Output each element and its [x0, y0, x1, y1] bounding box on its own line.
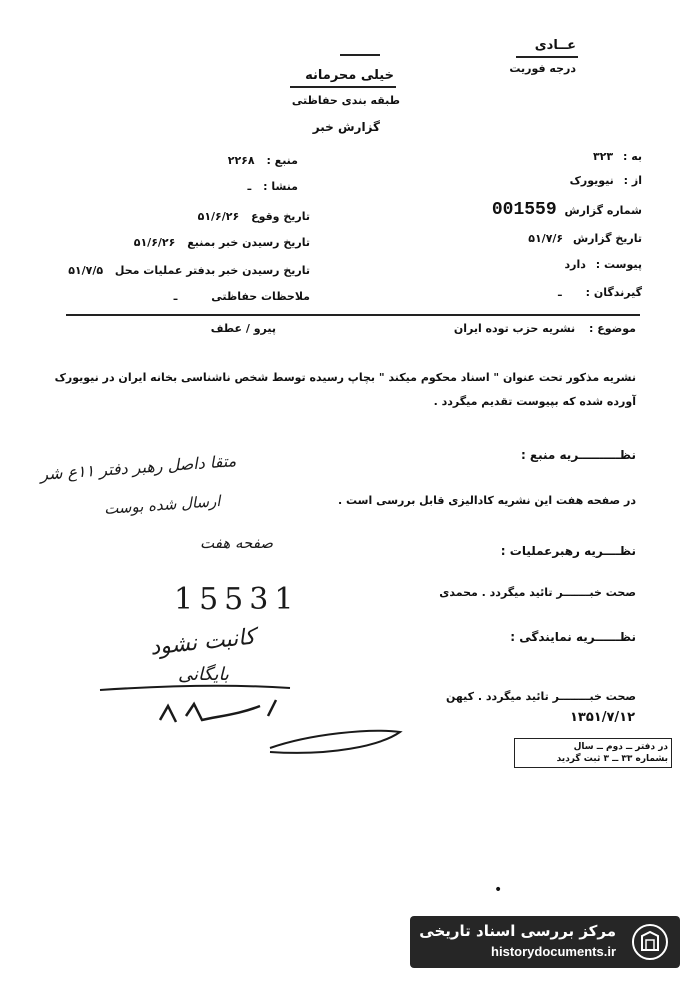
from-field: [570, 174, 642, 187]
source-field: [228, 154, 298, 167]
occurrence-date-field: [198, 210, 310, 223]
report-date-field: [528, 232, 642, 245]
subject-field: [454, 322, 636, 335]
field-value: ـ: [247, 180, 252, 193]
handwritten-signature-2: بایگانی: [178, 664, 229, 685]
attachment-field: [565, 258, 642, 271]
class-mark: [340, 54, 380, 56]
field-value: ۵۱/۷/۵: [68, 264, 104, 277]
report-body: نشریه مذکور تحت عنوان " اسناد محکوم میکند " بچاپ رسیده توسط شخص ناشناسی بخانه ایران در نیویورک آورده شده که بپیوست تقدیم میگردد .: [54, 371, 636, 408]
document-title: گزارش خبر: [312, 120, 380, 134]
field-label: پیوست :: [595, 258, 642, 271]
field-label: تاریخ گزارش: [572, 232, 642, 245]
receipt-date-field: [134, 236, 310, 249]
handwritten-number: 15531: [174, 582, 300, 617]
watermark-title: مرکز بررسی اسناد تاریخی: [419, 922, 616, 940]
field-label: ملاحظات حفاظتی: [211, 290, 310, 303]
handwritten-note-1: متقا داصل رهبر دفتر ۱۱ع شر: [39, 451, 237, 484]
registration-stamp: [514, 738, 672, 768]
field-label: از :: [623, 174, 642, 187]
field-value: ۵۱/۶/۲۶: [133, 236, 176, 249]
office-receipt-date-field: [68, 264, 310, 277]
urgency-underline: [516, 56, 578, 58]
signature-scribble-icon: [90, 676, 410, 766]
urgency-label: درجه فوریت: [509, 62, 576, 75]
watermark-url: historydocuments.ir: [491, 944, 616, 959]
source-opinion-label: نظــــــــــریه منبع :: [520, 448, 636, 462]
field-value: ـ: [173, 290, 178, 303]
field-value: نیویورک: [569, 174, 614, 187]
report-number: 001559: [491, 200, 557, 220]
source-opinion-text: در صفحه هفت این نشریه کادالیزی قابل بررسی است .: [338, 494, 636, 507]
subject-label: موضوع :: [589, 322, 636, 335]
urgency-value: عــادی: [534, 38, 576, 53]
field-value: ۳۲۳: [592, 150, 614, 163]
field-value: ۲۲۶۸: [227, 154, 255, 167]
leader-opinion-text: صحت خبـــــــر تائید میگردد . محمدی: [439, 586, 636, 599]
security-notes-field: [174, 290, 310, 303]
reference-field: پیرو / عطف: [210, 322, 276, 335]
field-label: منبع :: [266, 154, 298, 167]
subject-value: نشریه حزب توده ایران: [453, 322, 576, 335]
classification-value: خیلی محرمانه: [305, 68, 394, 83]
field-value: ۵۱/۶/۲۶: [197, 210, 240, 223]
origin-field: [248, 180, 298, 193]
field-label: تاریخ رسیدن خبر بدفتر عملیات محل: [114, 264, 310, 277]
header-separator: [66, 314, 640, 316]
ink-dot: •: [494, 882, 503, 898]
field-value: ـ: [558, 286, 562, 299]
field-value: دارد: [564, 258, 586, 271]
recipients-field: [558, 286, 642, 299]
representation-opinion-label: نظــــــریه نمایندگی :: [510, 630, 636, 644]
field-label: منشا :: [263, 180, 298, 193]
field-label: گیرندگان :: [585, 286, 642, 299]
representation-opinion-text: صحت خبــــــــر تائید میگردد . کیهن: [446, 690, 636, 703]
field-label: شماره گزارش: [564, 204, 642, 217]
classification-underline: [290, 86, 396, 88]
representation-date: ۱۳۵۱/۷/۱۲: [570, 710, 636, 725]
watermark-banner: [410, 916, 680, 968]
field-label: به :: [622, 150, 642, 163]
report-number-field: [492, 200, 642, 220]
stamp-line-2: بشماره ۳۳ ــ ۳ ثبت گردید: [556, 754, 668, 764]
field-label: تاریخ وقوع: [251, 210, 310, 223]
leader-opinion-label: نظــــریه رهبرعملیات :: [500, 544, 636, 558]
handwritten-note-2: ارسال شده بوست: [103, 491, 222, 519]
handwritten-signature-1: کانبت نشود: [148, 624, 257, 661]
field-label: تاریخ رسیدن خبر بمنبع: [187, 236, 310, 249]
archive-logo-icon: [630, 922, 670, 962]
field-value: ۵۱/۷/۶: [528, 232, 564, 245]
handwritten-note-3: صفحه هفت: [200, 534, 274, 552]
to-field: [593, 150, 642, 163]
stamp-line-1: در دفتر ــ دوم ــ سال: [573, 742, 668, 752]
classification-label: طبقه بندی حفاظتی: [291, 94, 400, 107]
